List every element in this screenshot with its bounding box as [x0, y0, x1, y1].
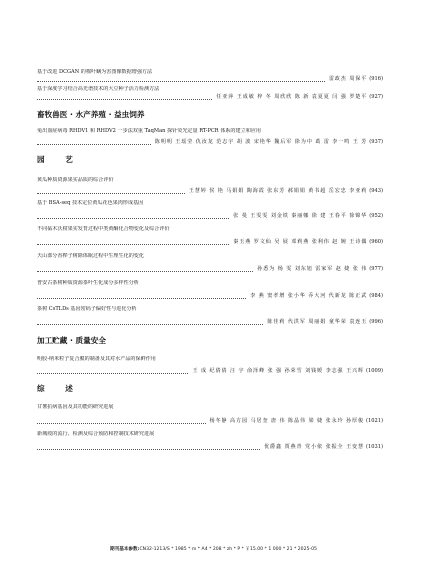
leader-dots	[37, 78, 325, 82]
entry-authors: 陈佳莉 代洪军 周丽娟 童华荣 袁连玉	[267, 319, 368, 325]
entry-authors: 秦玉燕 罗文仙 吴 展 邓莉燕 张利伟 赵 婉 王诗偶	[233, 239, 368, 245]
journal-parameters-footer	[0, 547, 427, 553]
leader-dots	[37, 420, 206, 424]
contents-entry-byline	[37, 188, 383, 195]
leader-dots	[37, 241, 229, 245]
contents-entry[interactable]	[37, 177, 383, 184]
entry-page-number: (916)	[369, 76, 383, 82]
entry-authors: 李 燕 窦孝增 张小华 乔大河 代新龙 陈正武	[250, 293, 368, 299]
section-heading: 园 艺	[37, 155, 82, 164]
entry-title: 天山部分香桦子树除体眠过程中生理生化的变化	[37, 253, 144, 259]
entry-authors: 王 成 纪倩倩 汪 宇 俞泽峰 张 强 孙荣雪 刘钱媛 李志强 王兴辉	[192, 368, 365, 374]
entry-page-number: (943)	[369, 188, 383, 194]
entry-title: 基于 BSA-seq 技术定位黄瓜花色果肉形成基因	[37, 200, 144, 206]
entry-page-number: (1021)	[366, 418, 383, 424]
contents-entry-byline	[37, 444, 383, 451]
entry-authors: 雷政杰 周保平	[328, 76, 368, 82]
contents-entry[interactable]	[37, 69, 383, 76]
contents-entry[interactable]	[37, 356, 383, 363]
contents-entry-byline	[37, 139, 383, 146]
contents-entry[interactable]	[37, 404, 383, 411]
leader-dots	[37, 215, 229, 219]
entry-authors: 王慧婷 侯 艳 马娟娟 陶海霞 张东芳 郝娟娟 黄书超 岳宏忠 李亚莉	[188, 188, 368, 194]
contents-entry-byline	[37, 418, 383, 425]
leader-dots	[37, 295, 246, 299]
entry-authors: 优爵鑫 贾燕青 党小依 张振全 王变慧	[264, 444, 365, 450]
entry-page-number: (996)	[369, 319, 383, 325]
contents-entry-byline	[37, 319, 383, 326]
footer-label: 期刊基本参数:	[110, 547, 140, 552]
contents-entry[interactable]	[37, 280, 383, 287]
entry-page-number: (960)	[369, 239, 383, 245]
entry-title: 甘薯抗病基因及其功能的研究进展	[37, 404, 114, 410]
entry-title: 黄瓜种质资源果实品质的综合评价	[37, 177, 114, 183]
entry-title: 茶树 CsTLDs 基因密码子偏好性与进化分析	[37, 306, 137, 312]
contents-entry[interactable]	[37, 86, 383, 93]
leader-dots	[37, 141, 151, 145]
leader-dots	[37, 446, 260, 450]
entry-page-number: (937)	[369, 139, 383, 145]
contents-entry-byline	[37, 94, 383, 101]
contents-entry[interactable]	[37, 253, 383, 260]
footer-text: CN32-1213/S * 1985 * m * A4 * 208 * zh * P * ￥15.00 * 1 000 * 21 * 2025-05	[139, 547, 317, 552]
entry-authors: 孙悉为 杨 雯 刘东旭 雷家军 赵 婕 张 伟	[257, 266, 368, 272]
entry-page-number: (952)	[369, 213, 383, 219]
entry-title: 不同砧木沃柑果实发育过程中类黄酮化合物变化及综合评价	[37, 226, 170, 232]
entry-page-number: (927)	[369, 94, 383, 100]
entry-page-number: (984)	[369, 293, 383, 299]
entry-title: 兔出血症病毒 RHDV1 和 RHDV2 一步法双重 TaqMan 探针荧光定量 RT-PCR 体系的建立和应用	[37, 128, 261, 134]
entry-authors: 杨冬静 高方园 马居奎 唐 伟 陈晶伟 梁 婕 张永玲 孙厚俊	[209, 418, 365, 424]
entry-authors: 任亚萍 王成敏 梓 冬 周欣欣 陈 新 袁夏夏 闫 强 罗楚平	[216, 94, 368, 100]
leader-dots	[37, 268, 253, 272]
contents-entry-byline	[37, 368, 383, 375]
entry-page-number: (1009)	[366, 368, 383, 374]
leader-dots	[37, 190, 185, 194]
contents-entry[interactable]	[37, 226, 383, 233]
section-heading: 综 述	[37, 384, 82, 393]
entry-page-number: (977)	[369, 266, 383, 272]
contents-entry-byline	[37, 239, 383, 246]
leader-dots	[37, 96, 212, 100]
entry-title: 明胶-纳米粒子复合膜的制备及其对水产品的保鲜作用	[37, 356, 156, 362]
entry-title: 基于深度学习结合高光谱技术的大豆种子活力检测方法	[37, 86, 160, 92]
contents-entry[interactable]	[37, 431, 383, 438]
contents-entry[interactable]	[37, 128, 383, 135]
contents-entry[interactable]	[37, 200, 383, 207]
section-heading: 加工贮藏 · 质量安全	[37, 336, 106, 345]
contents-entry-byline	[37, 266, 383, 273]
entry-title: 新城疫的流行、检测及综合预防和控制技术研究进展	[37, 431, 155, 437]
entry-authors: 张 曼 王雯雯 刘金铁 秦丽娜 徐 建 王春平 徐锦华	[233, 213, 368, 219]
contents-entry-byline	[37, 213, 383, 220]
entry-page-number: (1031)	[366, 444, 383, 450]
entry-title: 基于改进 DCGAN 的棉叶螨为害图像数据增强方法	[37, 69, 153, 75]
contents-entry[interactable]	[37, 306, 383, 313]
entry-title: 普安古茶树种质资源茶叶生化成分多样性分析	[37, 280, 139, 286]
contents-entry-byline	[37, 76, 383, 83]
leader-dots	[37, 370, 188, 374]
section-heading: 畜牧兽医 · 水产养殖 · 益虫饲养	[37, 110, 145, 119]
entry-authors: 陈明明 王瑶莹 仇汝龙 范志宇 胡 波 宋艳华 魏后军 徐为中 葛 雷 李一鸣 王 芳	[154, 139, 368, 145]
leader-dots	[37, 321, 263, 325]
contents-entry-byline	[37, 293, 383, 300]
